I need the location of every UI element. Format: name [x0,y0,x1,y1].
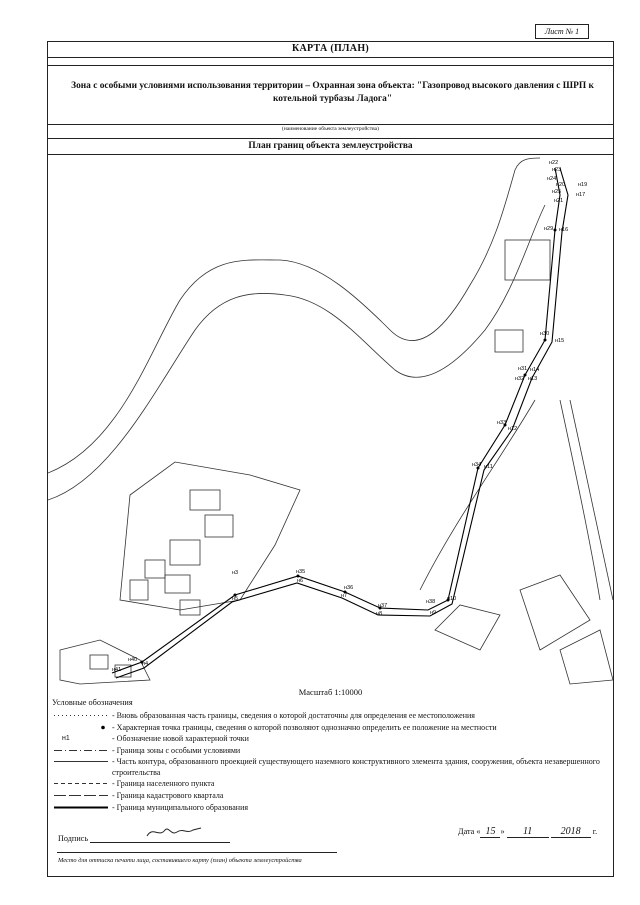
point-label: н35 [296,569,306,575]
signature-field: Подпись [58,828,230,843]
legend-item: - Граница зоны с особыми условиями [52,745,612,757]
point-label: н31 [518,366,528,372]
road [560,400,600,600]
legend-item: - Часть контура, образованного проекцией существующего наземного конструктивного элемента здания, сооружения, объекта незавершенного строительства [52,756,612,778]
building [90,655,108,669]
divider [57,852,337,853]
date-month: 11 [507,826,549,838]
point-label: н6 [297,578,304,584]
pipeline-boundary [112,168,560,673]
boundary-point [544,339,547,342]
legend-item: - Граница кадастрового квартала [52,790,612,802]
legend-item: - Характерная точка границы, сведения о которой позволяют однозначно определить ее положение на местности [52,722,612,734]
divider [47,65,614,66]
point-label: н24 [547,176,557,182]
building [435,605,500,650]
date-day: 15 [480,826,500,838]
point-label: н4 [142,661,149,667]
legend [52,710,612,813]
building [130,580,148,600]
legend-item: - Вновь образованная часть границы, сведения о которой достаточны для определения ее местоположения [52,710,612,722]
dash-dot-line-icon [52,745,112,756]
map-scale: Масштаб 1:10000 [298,687,363,697]
point-label: н40 [128,657,138,663]
building [205,515,233,537]
river-bank-outer [48,158,540,473]
bold-line-icon [52,802,112,813]
building [170,540,200,565]
legend-item: н1 - Обозначение новой характерной точки [52,733,612,745]
zone-subject: Зона с особыми условиями использования территории – Охранная зона объекта: "Газопровод высокого давления с ШРП к котельной турбазы Ладога" [71,81,594,104]
point-label: н16 [559,227,569,233]
building [495,330,523,352]
sheet-number: Лист № 1 [535,24,589,39]
point-label: н20 [556,182,566,188]
point-label: н36 [344,585,354,591]
dashed-line-icon [52,778,112,789]
building [165,575,190,593]
divider [47,57,614,58]
river-bank-inner [48,205,545,500]
building [560,630,613,684]
solid-line-icon [52,756,112,767]
point-label: н32 [515,376,525,382]
building [520,575,590,650]
subject-caption: (наименование объекта землеустройства) [282,126,379,132]
point-label: н33 [497,420,507,426]
point-label: н38 [426,599,436,605]
point-label: н19 [578,182,588,188]
stamp-footnote: Место для оттиска печати лица, составившего карту (план) объекта землеустройства [58,857,302,864]
page-title: КАРТА (ПЛАН) [291,43,370,54]
point-label: н25 [552,189,562,195]
long-dash-line-icon [52,790,112,801]
filled-point-icon [52,722,112,733]
section-title: План границ объекта землеустройства [248,141,413,151]
dotted-line-icon [52,710,112,721]
boundary-map[interactable] [48,156,613,686]
date-field: Дата « 15 » 11 2018 г. [458,826,598,837]
point-label: н34 [472,462,482,468]
road [570,400,613,600]
settlement-outline [120,462,300,610]
point-label: н10 [447,596,457,602]
point-label: н13 [528,376,538,382]
point-label: н9 [430,610,437,616]
point-label: н15 [555,338,565,344]
point-label: н14 [530,367,540,373]
point-label: н37 [378,603,388,609]
point-label: н17 [576,192,586,198]
point-label: н8 [376,611,383,617]
point-label: н5 [232,596,239,602]
point-label: н7 [341,593,348,599]
point-label: н21 [554,198,564,204]
divider [47,154,614,155]
point-label: н3 [232,570,239,576]
building [190,490,220,510]
point-label-icon: н1 [62,735,70,743]
date-year: 2018 [551,826,591,838]
point-label: н41 [112,667,122,673]
boundary-point [554,229,557,232]
building [145,560,165,578]
point-label: н23 [552,167,562,173]
legend-title: Условные обозначения [52,698,133,707]
point-label: н29 [544,226,554,232]
point-label: н30 [540,331,550,337]
point-label: н22 [549,160,559,166]
divider [47,138,614,139]
point-label: н12 [508,426,518,432]
legend-item: - Граница населенного пункта [52,778,612,790]
divider [47,124,614,125]
signature-icon [145,824,205,840]
legend-item: - Граница муниципального образования [52,802,612,814]
point-label: н11 [484,464,493,470]
